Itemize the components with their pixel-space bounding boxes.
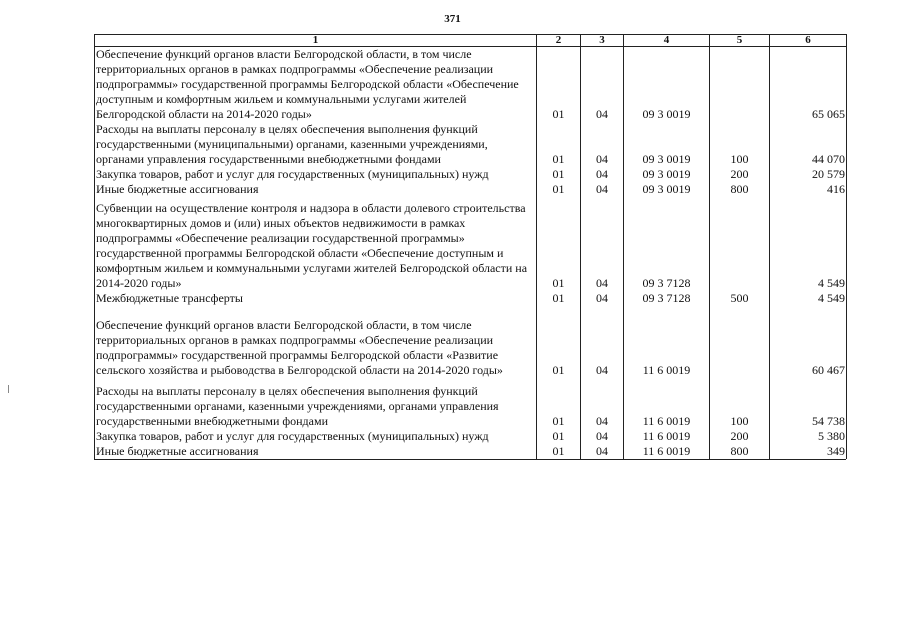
- row-subsection: 04: [581, 122, 624, 167]
- row-subsection: 04: [581, 318, 624, 378]
- row-section: 01: [537, 291, 581, 306]
- scan-artifact: [8, 385, 9, 393]
- row-section: 01: [537, 167, 581, 182]
- row-expense-type: 800: [710, 182, 770, 197]
- column-header-3: 3: [581, 35, 624, 47]
- row-amount: 44 070: [770, 122, 847, 167]
- row-subsection: 04: [581, 167, 624, 182]
- column-header-2: 2: [537, 35, 581, 47]
- row-amount: 4 549: [770, 291, 847, 306]
- row-subsection: 04: [581, 47, 624, 123]
- row-name: Закупка товаров, работ и услуг для государственных (муниципальных) нужд: [95, 429, 537, 444]
- row-target-code: 09 3 7128: [624, 291, 710, 306]
- table-row: [95, 122, 847, 167]
- row-target-code: 09 3 0019: [624, 167, 710, 182]
- row-subsection: 04: [581, 201, 624, 291]
- row-amount: 5 380: [770, 429, 847, 444]
- table-row: [95, 429, 847, 444]
- row-section: 01: [537, 444, 581, 459]
- column-header-5: 5: [710, 35, 770, 47]
- row-target-code: 09 3 0019: [624, 122, 710, 167]
- table-header-row: [95, 35, 847, 47]
- row-name: Иные бюджетные ассигнования: [95, 182, 537, 197]
- column-header-4: 4: [624, 35, 710, 47]
- table-row: [95, 384, 847, 429]
- column-header-1: 1: [95, 35, 537, 47]
- table-row: [95, 444, 847, 459]
- row-section: 01: [537, 47, 581, 123]
- row-name: Обеспечение функций органов власти Белгородской области, в том числе территориальных органов в рамках подпрограммы «Обеспечение реализации подпрограммы» государственной программы Белгородской области «Обеспечение доступным и комфортным жильем и коммунальными услугами жителей Белгородской области на 2014-2020 годы»: [95, 47, 537, 123]
- row-section: 01: [537, 182, 581, 197]
- row-expense-type: 500: [710, 291, 770, 306]
- row-section: 01: [537, 318, 581, 378]
- row-target-code: 11 6 0019: [624, 444, 710, 459]
- table-row: [95, 47, 847, 123]
- row-amount: 4 549: [770, 201, 847, 291]
- row-expense-type: 200: [710, 167, 770, 182]
- row-name: Расходы на выплаты персоналу в целях обеспечения выполнения функций государственными органами, казенными учреждениями, органами управления государственными внебюджетными фондами: [95, 384, 537, 429]
- row-name: Иные бюджетные ассигнования: [95, 444, 537, 459]
- row-name: Субвенции на осуществление контроля и надзора в области долевого строительства многоквартирных домов и (или) иных объектов недвижимости в рамках подпрограммы «Обеспечение реализации государственной программы» государственной программы Белгородской области «Обеспечение доступным и комфортным жильем и коммунальными услугами жителей Белгородской области на 2014-2020 годы»: [95, 201, 537, 291]
- table-row: [95, 318, 847, 378]
- row-expense-type: [710, 201, 770, 291]
- row-expense-type: 200: [710, 429, 770, 444]
- row-expense-type: 100: [710, 122, 770, 167]
- row-section: 01: [537, 122, 581, 167]
- row-section: 01: [537, 429, 581, 444]
- row-subsection: 04: [581, 429, 624, 444]
- row-amount: 416: [770, 182, 847, 197]
- row-subsection: 04: [581, 291, 624, 306]
- row-amount: 60 467: [770, 318, 847, 378]
- budget-table: [94, 34, 847, 459]
- row-target-code: 09 3 0019: [624, 182, 710, 197]
- table-row: [95, 182, 847, 197]
- row-target-code: 09 3 0019: [624, 47, 710, 123]
- row-expense-type: 100: [710, 384, 770, 429]
- row-target-code: 11 6 0019: [624, 318, 710, 378]
- row-name: Обеспечение функций органов власти Белгородской области, в том числе территориальных органов в рамках подпрограммы «Обеспечение реализации подпрограммы» государственной программы Белгородской области «Развитие сельского хозяйства и рыбоводства в Белгородской области на 2014-2020 годы»: [95, 318, 537, 378]
- table-bottom-border: [94, 459, 846, 460]
- row-amount: 349: [770, 444, 847, 459]
- row-expense-type: [710, 47, 770, 123]
- row-subsection: 04: [581, 444, 624, 459]
- row-expense-type: [710, 318, 770, 378]
- table-row: [95, 167, 847, 182]
- row-target-code: 11 6 0019: [624, 429, 710, 444]
- row-name: Расходы на выплаты персоналу в целях обеспечения выполнения функций государственными (муниципальными) органами, казенными учреждениями, органами управления государственными внебюджетными фондами: [95, 122, 537, 167]
- row-target-code: 09 3 7128: [624, 201, 710, 291]
- row-name: Закупка товаров, работ и услуг для государственных (муниципальных) нужд: [95, 167, 537, 182]
- row-target-code: 11 6 0019: [624, 384, 710, 429]
- row-name: Межбюджетные трансферты: [95, 291, 537, 306]
- row-amount: 54 738: [770, 384, 847, 429]
- row-section: 01: [537, 384, 581, 429]
- table-row: [95, 201, 847, 291]
- row-amount: 65 065: [770, 47, 847, 123]
- table-row: [95, 291, 847, 306]
- row-amount: 20 579: [770, 167, 847, 182]
- row-section: 01: [537, 201, 581, 291]
- column-header-6: 6: [770, 35, 847, 47]
- row-expense-type: 800: [710, 444, 770, 459]
- row-subsection: 04: [581, 182, 624, 197]
- row-subsection: 04: [581, 384, 624, 429]
- page-number: 371: [444, 13, 461, 25]
